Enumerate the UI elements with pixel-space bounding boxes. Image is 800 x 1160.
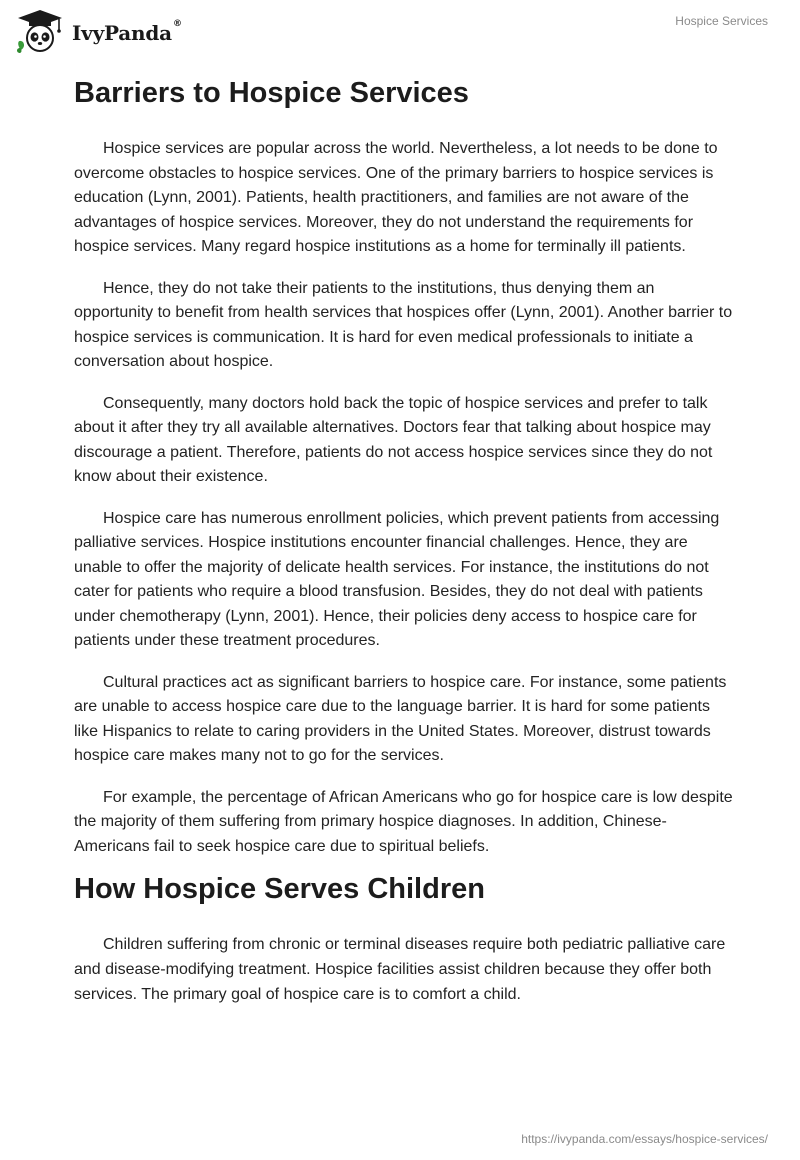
paragraph: Consequently, many doctors hold back the topic of hospice services and prefer to talk about it after they try all available alternatives. Doctors fear that talking about hospice may discourage a patient. Therefore, patients do not access hospice services since they do not know about their existence. <box>74 394 713 486</box>
paragraph: Hence, they do not take their patients to the institutions, thus denying them an opportunity to benefit from health services that hospices offer (Lynn, 2001). Another barrier to hospice services is communication. It is hard for even medical professionals to initiate a conversation about hospice. <box>74 279 733 371</box>
running-title: Hospice Services <box>675 14 768 28</box>
paragraph: Hospice care has numerous enrollment policies, which prevent patients from accessing palliative services. Hospice institutions encounter financial challenges. Hence, they are unable to offer the majority of delicate health services. For instance, the institutions do not cater for patients who require a blood transfusion. Besides, they do not deal with patients under chemotherapy (Lynn, 2001). Hence, their policies deny access to hospice care for patients under these treatment procedures. <box>74 509 720 650</box>
section-heading: Barriers to Hospice Services <box>74 77 469 109</box>
section-children <box>74 869 734 1007</box>
brand-name: IvyPanda® <box>72 19 182 45</box>
registered-mark: ® <box>172 19 182 29</box>
source-url-link[interactable]: https://ivypanda.com/essays/hospice-services/ <box>521 1132 768 1146</box>
paragraph: Cultural practices act as significant barriers to hospice care. For instance, some patients are unable to access hospice care due to the language barrier. It is hard for some patients like Hispanics to relate to caring providers in the United States. Moreover, distrust towards hospice care makes many not to go for the services. <box>74 673 727 765</box>
paragraph: For example, the percentage of African Americans who go for hospice care is low despite the majority of them suffering from primary hospice diagnoses. In addition, Chinese-Americans fail to seek hospice care due to spiritual beliefs. <box>74 788 733 855</box>
page-header <box>0 0 800 60</box>
paragraph: Hospice services are popular across the world. Nevertheless, a lot needs to be done to overcome obstacles to hospice services. One of the primary barriers to hospice services is education (Lynn, 2001). Patients, health practitioners, and families are not aware of the advantages of hospice services. Moreover, they do not understand the requirements for hospice services. Many regard hospice institutions as a home for terminally ill patients. <box>74 140 718 256</box>
brand-logo[interactable] <box>14 8 182 54</box>
section-barriers <box>74 73 734 859</box>
section-heading: How Hospice Serves Children <box>74 873 485 906</box>
paragraph: Children suffering from chronic or terminal diseases require both pediatric palliative care and disease-modifying treatment. Hospice facilities assist children because they offer both services. The primary goal of hospice care is to comfort a child. <box>74 936 726 1003</box>
panda-logo-icon <box>14 8 66 54</box>
essay-content <box>74 70 734 1007</box>
